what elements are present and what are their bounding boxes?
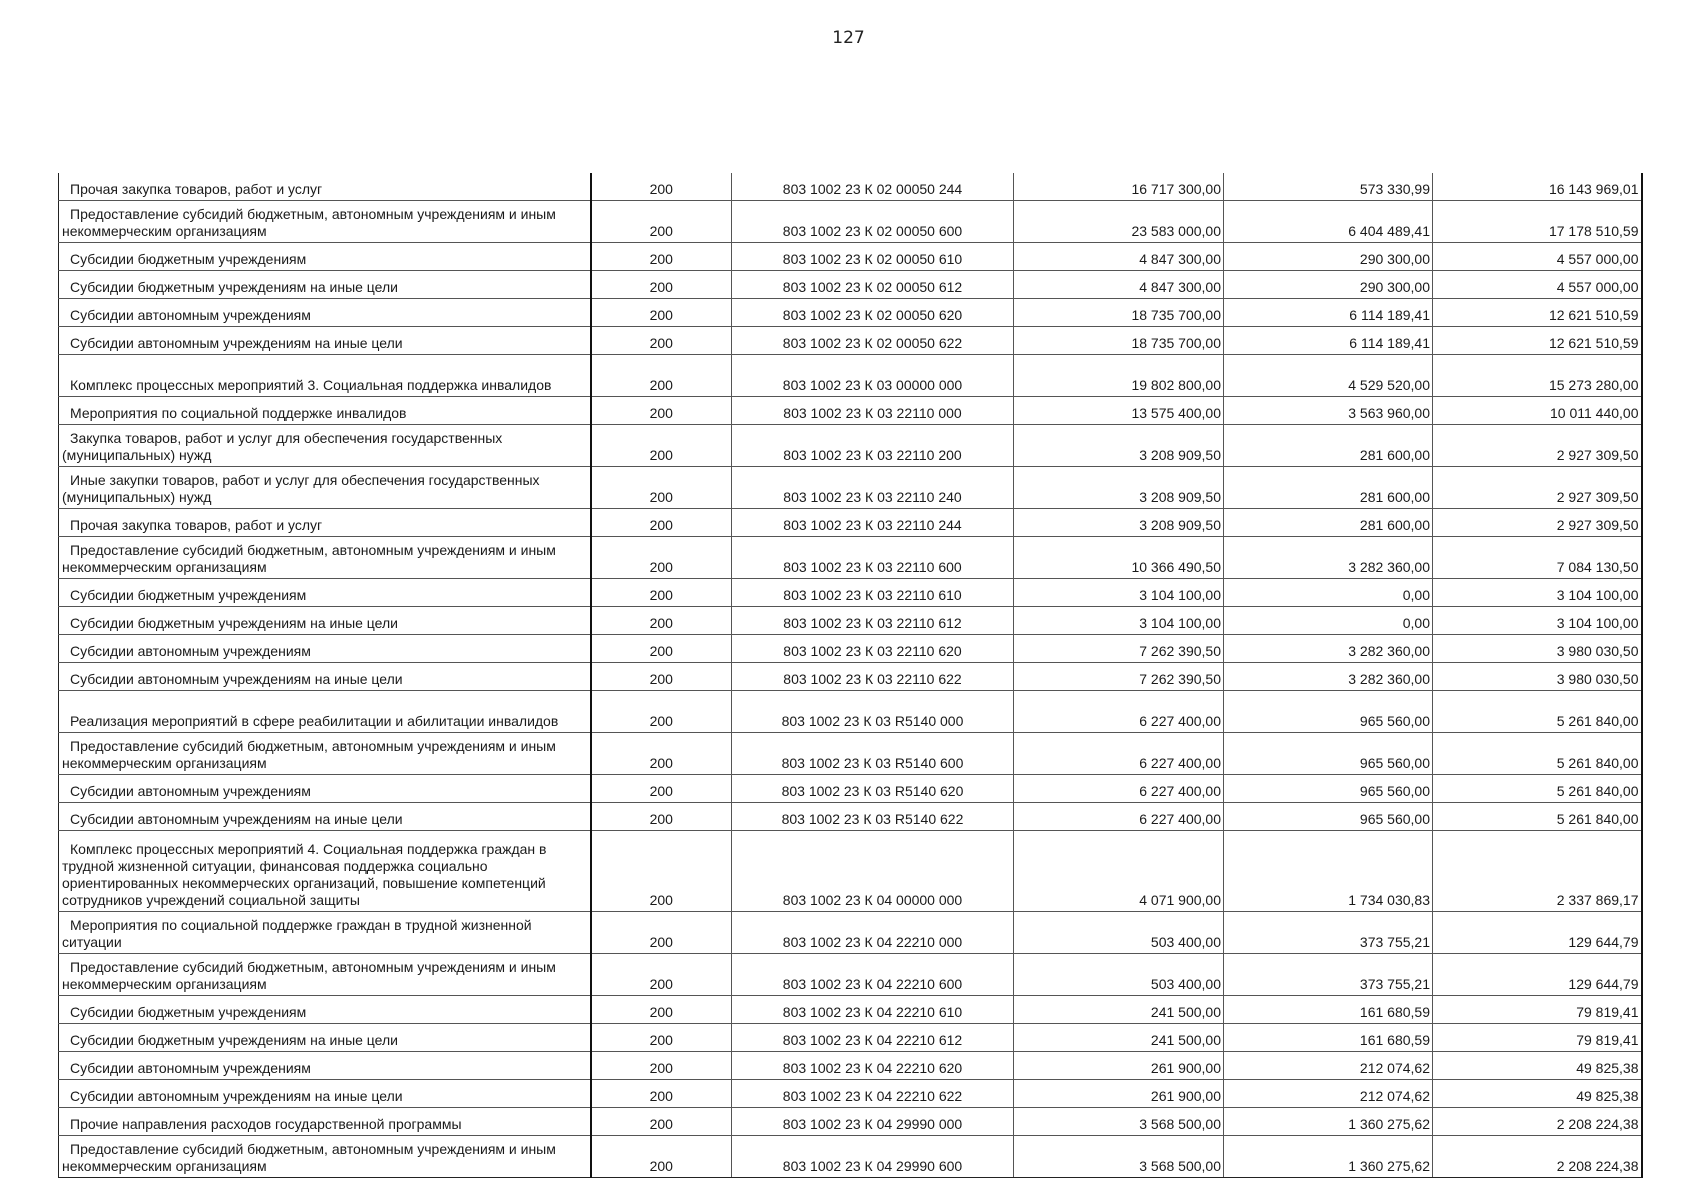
table-row [59, 1024, 1642, 1052]
row-executed-amount: 373 755,21 [1224, 954, 1433, 996]
row-budget-classification-code: 803 1002 23 К 03 22110 622 [732, 663, 1014, 691]
row-line-code: 200 [591, 607, 732, 635]
row-unexecuted-amount: 2 927 309,50 [1433, 425, 1642, 467]
row-executed-amount: 1 360 275,62 [1224, 1108, 1433, 1136]
row-executed-amount: 1 360 275,62 [1224, 1136, 1433, 1178]
row-budget-classification-code: 803 1002 23 К 04 22210 000 [732, 912, 1014, 954]
row-budget-classification-code: 803 1002 23 К 04 29990 000 [732, 1108, 1014, 1136]
row-name [59, 1136, 591, 1178]
row-approved-amount: 6 227 400,00 [1014, 733, 1224, 775]
row-line-code: 200 [591, 1136, 732, 1178]
row-budget-classification-code: 803 1002 23 К 04 00000 000 [732, 831, 1014, 912]
row-unexecuted-amount: 5 261 840,00 [1433, 733, 1642, 775]
row-approved-amount: 4 847 300,00 [1014, 271, 1224, 299]
row-line-code: 200 [591, 327, 732, 355]
row-executed-amount: 0,00 [1224, 579, 1433, 607]
row-approved-amount: 3 104 100,00 [1014, 579, 1224, 607]
row-name [59, 509, 591, 537]
row-unexecuted-amount: 12 621 510,59 [1433, 299, 1642, 327]
row-unexecuted-amount: 129 644,79 [1433, 912, 1642, 954]
row-name-text: Субсидии автономным учреждениям [70, 643, 311, 659]
row-budget-classification-code: 803 1002 23 К 02 00050 600 [732, 201, 1014, 243]
row-executed-amount: 281 600,00 [1224, 509, 1433, 537]
row-budget-classification-code: 803 1002 23 К 03 R5140 600 [732, 733, 1014, 775]
row-line-code: 200 [591, 397, 732, 425]
row-line-code: 200 [591, 201, 732, 243]
row-unexecuted-amount: 2 927 309,50 [1433, 509, 1642, 537]
row-line-code: 200 [591, 635, 732, 663]
row-budget-classification-code: 803 1002 23 К 02 00050 622 [732, 327, 1014, 355]
row-budget-classification-code: 803 1002 23 К 03 00000 000 [732, 355, 1014, 397]
row-line-code: 200 [591, 954, 732, 996]
row-name-text: Прочая закупка товаров, работ и услуг [70, 181, 323, 197]
table-row [59, 996, 1642, 1024]
row-budget-classification-code: 803 1002 23 К 03 R5140 622 [732, 803, 1014, 831]
row-approved-amount: 3 568 500,00 [1014, 1108, 1224, 1136]
table-row [59, 467, 1642, 509]
row-name-text: Иные закупки товаров, работ и услуг для обеспечения государственных (муниципальных) нужд [62, 472, 540, 505]
row-budget-classification-code: 803 1002 23 К 04 22210 620 [732, 1052, 1014, 1080]
row-executed-amount: 161 680,59 [1224, 996, 1433, 1024]
row-name-text: Предоставление субсидий бюджетным, автономным учреждениям и иным некоммерческим организациям [62, 542, 556, 575]
row-name-text: Субсидии автономным учреждениям на иные цели [70, 1088, 403, 1104]
row-name-text: Прочая закупка товаров, работ и услуг [70, 517, 323, 533]
row-budget-classification-code: 803 1002 23 К 02 00050 620 [732, 299, 1014, 327]
row-name [59, 579, 591, 607]
row-name-text: Предоставление субсидий бюджетным, автономным учреждениям и иным некоммерческим организациям [62, 959, 556, 992]
row-executed-amount: 3 282 360,00 [1224, 537, 1433, 579]
row-line-code: 200 [591, 1080, 732, 1108]
table-row [59, 1052, 1642, 1080]
row-name [59, 425, 591, 467]
row-line-code: 200 [591, 173, 732, 201]
row-approved-amount: 241 500,00 [1014, 996, 1224, 1024]
row-approved-amount: 19 802 800,00 [1014, 355, 1224, 397]
row-line-code: 200 [591, 831, 732, 912]
row-approved-amount: 4 071 900,00 [1014, 831, 1224, 912]
table-row [59, 579, 1642, 607]
row-name [59, 355, 591, 397]
row-name [59, 1052, 591, 1080]
row-approved-amount: 10 366 490,50 [1014, 537, 1224, 579]
row-line-code: 200 [591, 691, 732, 733]
row-unexecuted-amount: 2 927 309,50 [1433, 467, 1642, 509]
row-name [59, 1024, 591, 1052]
row-line-code: 200 [591, 1024, 732, 1052]
row-executed-amount: 3 282 360,00 [1224, 635, 1433, 663]
row-name [59, 1108, 591, 1136]
row-line-code: 200 [591, 775, 732, 803]
row-executed-amount: 373 755,21 [1224, 912, 1433, 954]
row-name [59, 954, 591, 996]
table-row [59, 397, 1642, 425]
row-budget-classification-code: 803 1002 23 К 03 22110 240 [732, 467, 1014, 509]
row-name-text: Субсидии бюджетным учреждениям [70, 251, 307, 267]
row-budget-classification-code: 803 1002 23 К 04 22210 610 [732, 996, 1014, 1024]
row-executed-amount: 290 300,00 [1224, 243, 1433, 271]
row-approved-amount: 13 575 400,00 [1014, 397, 1224, 425]
row-name-text: Субсидии автономным учреждениям на иные цели [70, 335, 403, 351]
row-unexecuted-amount: 49 825,38 [1433, 1080, 1642, 1108]
row-name-text: Субсидии бюджетным учреждениям на иные цели [70, 279, 398, 295]
row-approved-amount: 4 847 300,00 [1014, 243, 1224, 271]
row-name-text: Субсидии автономным учреждениям на иные цели [70, 811, 403, 827]
row-line-code: 200 [591, 663, 732, 691]
row-line-code: 200 [591, 509, 732, 537]
row-name-text: Комплекс процессных мероприятий 3. Социальная поддержка инвалидов [70, 377, 552, 393]
row-unexecuted-amount: 15 273 280,00 [1433, 355, 1642, 397]
row-approved-amount: 3 208 909,50 [1014, 509, 1224, 537]
row-name-text: Субсидии автономным учреждениям на иные цели [70, 671, 403, 687]
row-executed-amount: 965 560,00 [1224, 691, 1433, 733]
row-approved-amount: 3 104 100,00 [1014, 607, 1224, 635]
row-executed-amount: 212 074,62 [1224, 1080, 1433, 1108]
row-name [59, 271, 591, 299]
row-approved-amount: 6 227 400,00 [1014, 775, 1224, 803]
row-budget-classification-code: 803 1002 23 К 03 R5140 620 [732, 775, 1014, 803]
row-executed-amount: 965 560,00 [1224, 775, 1433, 803]
row-executed-amount: 0,00 [1224, 607, 1433, 635]
row-approved-amount: 3 208 909,50 [1014, 425, 1224, 467]
table-row [59, 1080, 1642, 1108]
table-row [59, 173, 1642, 201]
row-name [59, 803, 591, 831]
row-name [59, 397, 591, 425]
row-line-code: 200 [591, 1052, 732, 1080]
row-line-code: 200 [591, 425, 732, 467]
row-name [59, 173, 591, 201]
row-name-text: Субсидии бюджетным учреждениям [70, 1004, 307, 1020]
row-budget-classification-code: 803 1002 23 К 03 22110 600 [732, 537, 1014, 579]
row-executed-amount: 281 600,00 [1224, 467, 1433, 509]
table-row [59, 803, 1642, 831]
row-name [59, 635, 591, 663]
row-name-text: Субсидии автономным учреждениям [70, 1060, 311, 1076]
table-row [59, 635, 1642, 663]
row-name [59, 607, 591, 635]
row-approved-amount: 6 227 400,00 [1014, 803, 1224, 831]
table-row [59, 425, 1642, 467]
row-name-text: Предоставление субсидий бюджетным, автономным учреждениям и иным некоммерческим организациям [62, 738, 556, 771]
row-approved-amount: 7 262 390,50 [1014, 663, 1224, 691]
table-row [59, 271, 1642, 299]
table-row [59, 775, 1642, 803]
row-unexecuted-amount: 49 825,38 [1433, 1052, 1642, 1080]
row-unexecuted-amount: 16 143 969,01 [1433, 173, 1642, 201]
row-unexecuted-amount: 129 644,79 [1433, 954, 1642, 996]
row-budget-classification-code: 803 1002 23 К 04 22210 600 [732, 954, 1014, 996]
budget-execution-table [58, 173, 1643, 1178]
table-row [59, 299, 1642, 327]
row-unexecuted-amount: 79 819,41 [1433, 1024, 1642, 1052]
row-name [59, 201, 591, 243]
row-line-code: 200 [591, 996, 732, 1024]
row-name-text: Реализация мероприятий в сфере реабилитации и абилитации инвалидов [70, 713, 559, 729]
row-unexecuted-amount: 10 011 440,00 [1433, 397, 1642, 425]
row-unexecuted-amount: 12 621 510,59 [1433, 327, 1642, 355]
row-executed-amount: 281 600,00 [1224, 425, 1433, 467]
row-name [59, 733, 591, 775]
row-executed-amount: 3 282 360,00 [1224, 663, 1433, 691]
row-approved-amount: 3 568 500,00 [1014, 1136, 1224, 1178]
row-unexecuted-amount: 4 557 000,00 [1433, 243, 1642, 271]
row-budget-classification-code: 803 1002 23 К 04 22210 612 [732, 1024, 1014, 1052]
row-executed-amount: 4 529 520,00 [1224, 355, 1433, 397]
row-unexecuted-amount: 5 261 840,00 [1433, 775, 1642, 803]
table-row [59, 509, 1642, 537]
row-executed-amount: 965 560,00 [1224, 733, 1433, 775]
row-approved-amount: 16 717 300,00 [1014, 173, 1224, 201]
row-name [59, 775, 591, 803]
table-row [59, 537, 1642, 579]
row-budget-classification-code: 803 1002 23 К 04 29990 600 [732, 1136, 1014, 1178]
table-row [59, 912, 1642, 954]
table-row [59, 607, 1642, 635]
row-name [59, 299, 591, 327]
row-unexecuted-amount: 17 178 510,59 [1433, 201, 1642, 243]
row-executed-amount: 1 734 030,83 [1224, 831, 1433, 912]
row-approved-amount: 3 208 909,50 [1014, 467, 1224, 509]
row-line-code: 200 [591, 579, 732, 607]
row-approved-amount: 261 900,00 [1014, 1052, 1224, 1080]
table-row [59, 1136, 1642, 1178]
row-name-text: Мероприятия по социальной поддержке инвалидов [70, 405, 407, 421]
row-line-code: 200 [591, 803, 732, 831]
row-approved-amount: 6 227 400,00 [1014, 691, 1224, 733]
row-budget-classification-code: 803 1002 23 К 03 R5140 000 [732, 691, 1014, 733]
row-line-code: 200 [591, 243, 732, 271]
row-approved-amount: 18 735 700,00 [1014, 327, 1224, 355]
row-budget-classification-code: 803 1002 23 К 03 22110 612 [732, 607, 1014, 635]
row-name [59, 243, 591, 271]
row-name [59, 996, 591, 1024]
table-row [59, 691, 1642, 733]
row-line-code: 200 [591, 299, 732, 327]
row-approved-amount: 503 400,00 [1014, 912, 1224, 954]
row-name [59, 1080, 591, 1108]
row-approved-amount: 503 400,00 [1014, 954, 1224, 996]
table-row [59, 355, 1642, 397]
row-name [59, 663, 591, 691]
row-name-text: Субсидии бюджетным учреждениям на иные цели [70, 615, 398, 631]
row-executed-amount: 573 330,99 [1224, 173, 1433, 201]
row-budget-classification-code: 803 1002 23 К 03 22110 620 [732, 635, 1014, 663]
row-executed-amount: 3 563 960,00 [1224, 397, 1433, 425]
row-budget-classification-code: 803 1002 23 К 03 22110 244 [732, 509, 1014, 537]
row-unexecuted-amount: 2 337 869,17 [1433, 831, 1642, 912]
row-budget-classification-code: 803 1002 23 К 02 00050 244 [732, 173, 1014, 201]
table-row [59, 327, 1642, 355]
row-unexecuted-amount: 5 261 840,00 [1433, 691, 1642, 733]
row-name-text: Закупка товаров, работ и услуг для обеспечения государственных (муниципальных) нужд [62, 430, 503, 463]
row-budget-classification-code: 803 1002 23 К 02 00050 610 [732, 243, 1014, 271]
row-executed-amount: 6 114 189,41 [1224, 299, 1433, 327]
row-name [59, 327, 591, 355]
row-budget-classification-code: 803 1002 23 К 03 22110 610 [732, 579, 1014, 607]
row-name-text: Субсидии автономным учреждениям [70, 307, 311, 323]
page-number: 127 [832, 28, 865, 48]
row-name [59, 467, 591, 509]
row-budget-classification-code: 803 1002 23 К 04 22210 622 [732, 1080, 1014, 1108]
row-budget-classification-code: 803 1002 23 К 02 00050 612 [732, 271, 1014, 299]
row-unexecuted-amount: 2 208 224,38 [1433, 1108, 1642, 1136]
table-row [59, 954, 1642, 996]
row-executed-amount: 6 114 189,41 [1224, 327, 1433, 355]
row-unexecuted-amount: 5 261 840,00 [1433, 803, 1642, 831]
row-unexecuted-amount: 79 819,41 [1433, 996, 1642, 1024]
row-name-text: Субсидии бюджетным учреждениям на иные цели [70, 1032, 398, 1048]
row-name [59, 912, 591, 954]
row-budget-classification-code: 803 1002 23 К 03 22110 200 [732, 425, 1014, 467]
row-approved-amount: 18 735 700,00 [1014, 299, 1224, 327]
row-line-code: 200 [591, 537, 732, 579]
row-line-code: 200 [591, 1108, 732, 1136]
row-line-code: 200 [591, 355, 732, 397]
row-unexecuted-amount: 4 557 000,00 [1433, 271, 1642, 299]
row-unexecuted-amount: 3 104 100,00 [1433, 607, 1642, 635]
row-approved-amount: 7 262 390,50 [1014, 635, 1224, 663]
row-name-text: Предоставление субсидий бюджетным, автономным учреждениям и иным некоммерческим организациям [62, 206, 556, 239]
row-line-code: 200 [591, 467, 732, 509]
row-approved-amount: 261 900,00 [1014, 1080, 1224, 1108]
row-name [59, 537, 591, 579]
row-name-text: Прочие направления расходов государственной программы [70, 1116, 462, 1132]
row-line-code: 200 [591, 912, 732, 954]
row-name-text: Комплекс процессных мероприятий 4. Социальная поддержка граждан в трудной жизненной ситуации, финансовая поддержка социально ориентированных некоммерческих организаций, повышение компетенций сотрудников учреждений социальной защиты [62, 841, 547, 908]
table-row [59, 831, 1642, 912]
row-approved-amount: 23 583 000,00 [1014, 201, 1224, 243]
row-budget-classification-code: 803 1002 23 К 03 22110 000 [732, 397, 1014, 425]
table-row [59, 201, 1642, 243]
row-name-text: Субсидии автономным учреждениям [70, 783, 311, 799]
row-name-text: Субсидии бюджетным учреждениям [70, 587, 307, 603]
row-approved-amount: 241 500,00 [1014, 1024, 1224, 1052]
row-name [59, 691, 591, 733]
table-row [59, 733, 1642, 775]
row-name [59, 831, 591, 912]
row-unexecuted-amount: 3 980 030,50 [1433, 635, 1642, 663]
table-row [59, 1108, 1642, 1136]
row-executed-amount: 290 300,00 [1224, 271, 1433, 299]
row-line-code: 200 [591, 271, 732, 299]
row-name-text: Мероприятия по социальной поддержке граждан в трудной жизненной ситуации [62, 917, 532, 950]
row-unexecuted-amount: 3 980 030,50 [1433, 663, 1642, 691]
row-unexecuted-amount: 2 208 224,38 [1433, 1136, 1642, 1178]
row-executed-amount: 161 680,59 [1224, 1024, 1433, 1052]
table-row [59, 243, 1642, 271]
row-executed-amount: 6 404 489,41 [1224, 201, 1433, 243]
row-name-text: Предоставление субсидий бюджетным, автономным учреждениям и иным некоммерческим организациям [62, 1141, 556, 1174]
row-line-code: 200 [591, 733, 732, 775]
row-unexecuted-amount: 3 104 100,00 [1433, 579, 1642, 607]
row-unexecuted-amount: 7 084 130,50 [1433, 537, 1642, 579]
table-row [59, 663, 1642, 691]
row-executed-amount: 212 074,62 [1224, 1052, 1433, 1080]
row-executed-amount: 965 560,00 [1224, 803, 1433, 831]
